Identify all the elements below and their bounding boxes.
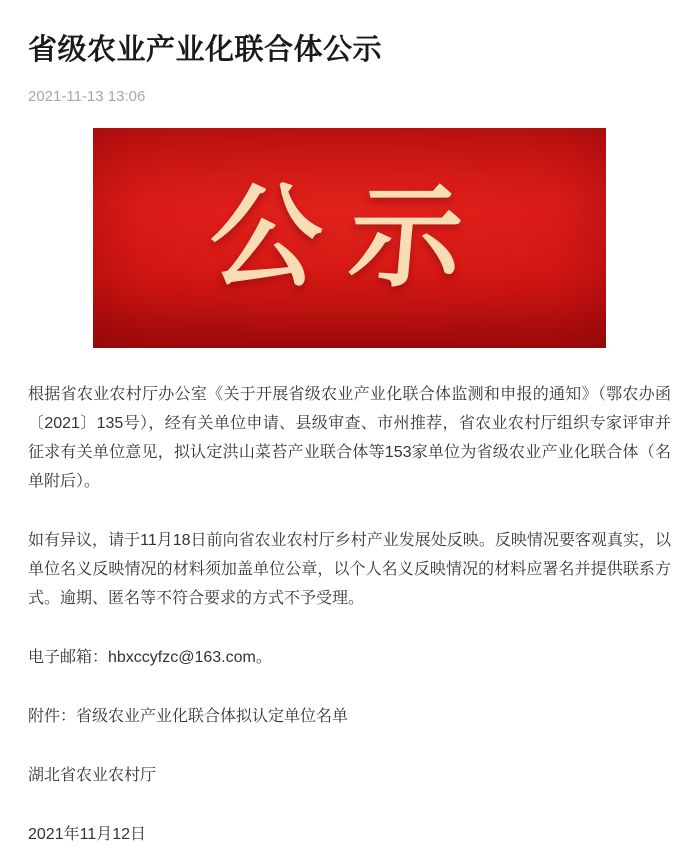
banner-text: 公示 [203,172,496,303]
paragraph-issue-date: 2021年11月12日 [28,826,147,843]
paragraph-email: 电子邮箱：hbxccyfzc@163.com。 [28,649,272,666]
paragraph-basis: 根据省农业农村厅办公室《关于开展省级农业产业化联合体监测和申报的通知》（鄂农办函〔2021〕135号），经有关单位申请、县级审查、市州推荐，省农业农村厅组织专家评审并征求有关单位意见，拟认定洪山菜苔产业联合体等153家单位为省级农业产业化联合体（名单附后）。 [28,386,671,490]
paragraph-attachment: 附件：省级农业产业化联合体拟认定单位名单 [28,708,349,725]
announcement-banner-image [93,128,606,348]
paragraph-objection-instructions: 如有异议，请于11月18日前向省农业农村厅乡村产业发展处反映。反映情况要客观真实，以单位名义反映情况的材料须加盖单位公章，以个人名义反映情况的材料应署名并提供联系方式。逾期、匿名等不符合要求的方式不予受理。 [28,532,671,607]
paragraph-issuer: 湖北省农业农村厅 [28,767,157,784]
page-title: 省级农业产业化联合体公示 [28,34,383,66]
publish-date: 2021-11-13 13:06 [28,88,146,105]
